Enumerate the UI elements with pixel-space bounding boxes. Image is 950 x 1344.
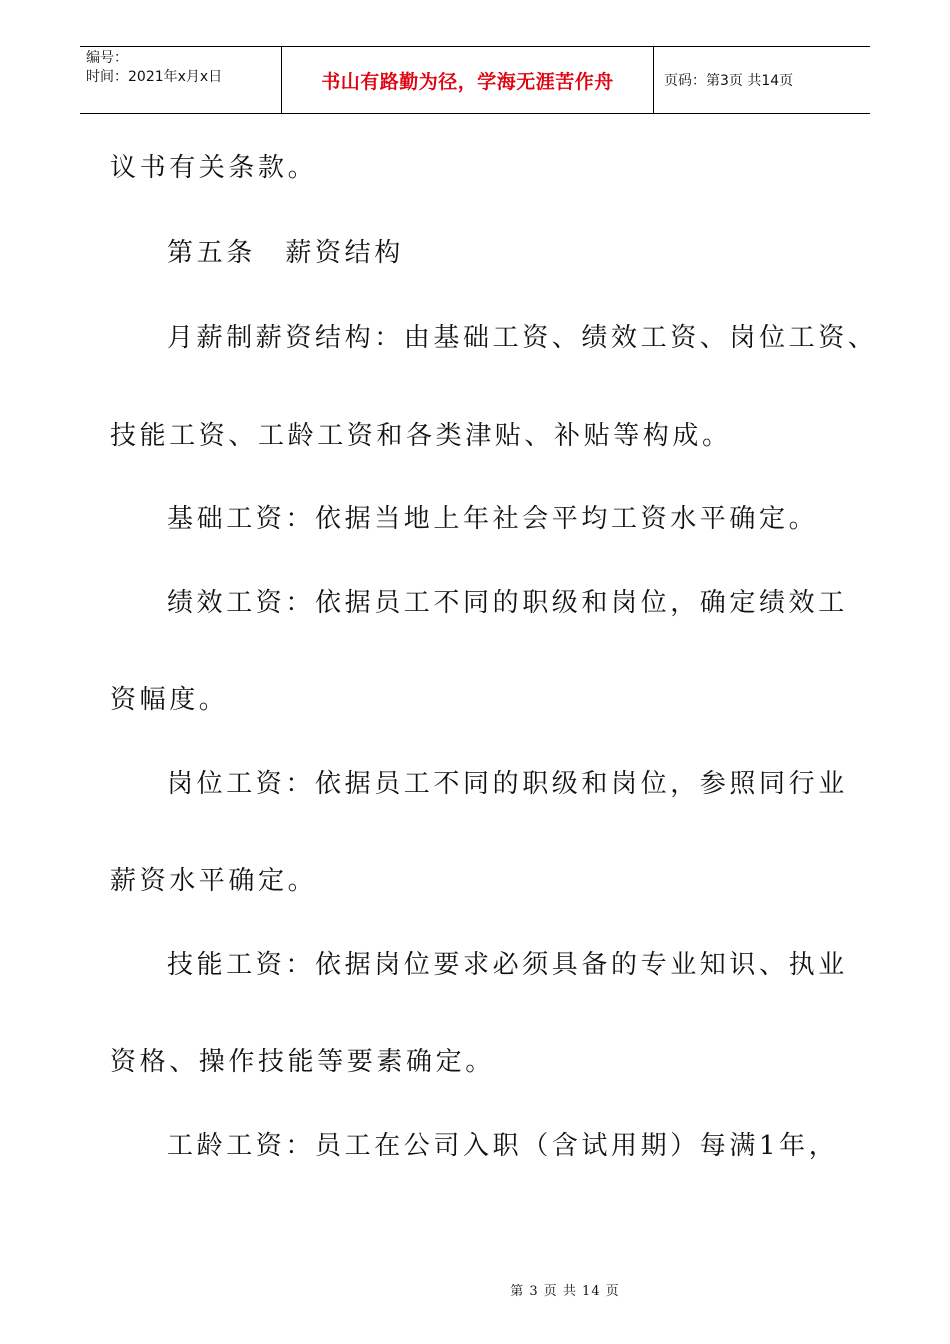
body-line: 资幅度。: [110, 685, 229, 715]
document-time-label: 时间：2021年x月x日: [86, 69, 223, 85]
body-line: 月薪制薪资结构：由基础工资、绩效工资、岗位工资、: [167, 323, 878, 353]
body-line: 基础工资：依据当地上年社会平均工资水平确定。: [167, 504, 819, 534]
body-line: 薪资水平确定。: [110, 866, 318, 896]
body-line: 技能工资：依据岗位要求必须具备的专业知识、执业: [167, 950, 848, 980]
page-footer: 第 3 页 共 14 页: [510, 1284, 620, 1299]
section-heading: 第五条 薪资结构: [167, 238, 404, 268]
body-line: 资格、操作技能等要素确定。: [110, 1047, 495, 1077]
body-line: 议书有关条款。: [110, 153, 318, 183]
header-motto: 书山有路勤为径，学海无涯苦作舟: [282, 47, 654, 113]
body-line: 岗位工资：依据员工不同的职级和岗位，参照同行业: [167, 769, 848, 799]
document-number-label: 编号：: [86, 50, 128, 66]
body-line: 绩效工资：依据员工不同的职级和岗位，确定绩效工: [167, 588, 848, 618]
header-page-info: 页码：第3页 共14页: [664, 73, 794, 89]
body-line: 工龄工资：员工在公司入职（含试用期）每满1年，: [167, 1131, 839, 1161]
body-line: 技能工资、工龄工资和各类津贴、补贴等构成。: [110, 421, 732, 451]
